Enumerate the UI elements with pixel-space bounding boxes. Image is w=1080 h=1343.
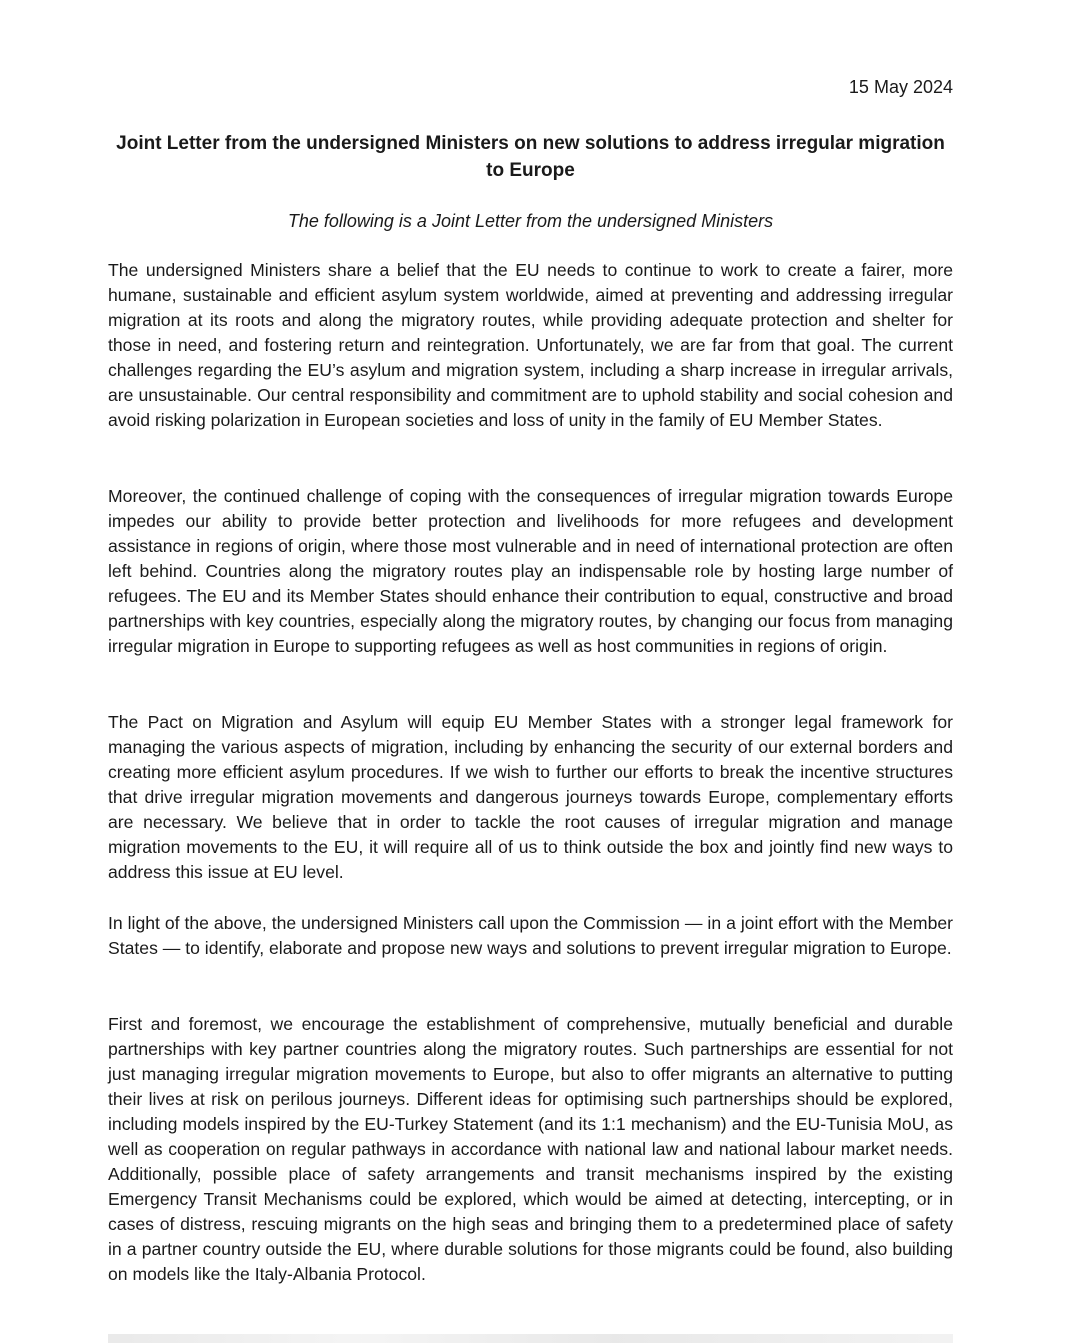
next-paragraph-cutoff [108,1334,953,1343]
letter-subtitle: The following is a Joint Letter from the undersigned Ministers [287,211,774,231]
letter-title: Joint Letter from the undersigned Ministers on new solutions to address irregular migration to Europe [116,133,945,181]
paragraph-2: Moreover, the continued challenge of coping with the consequences of irregular migration towards Europe impedes our ability to provide better protection and livelihoods for more refugees and development assistance in regions of origin, where those most vulnerable and in need of international protection are often left behind. Countries along the migratory routes play an indispensable role by hosting large number of refugees. The EU and its Member States should enhance their contribution to equal, constructive and broad partnerships with key countries, especially along the migratory routes, by changing our focus from managing irregular migration in Europe to supporting refugees as well as host communities in regions of origin. [108,486,953,656]
paragraph-4: In light of the above, the undersigned Ministers call upon the Commission — in a joint effort with the Member States — to identify, elaborate and propose new ways and solutions to prevent irregular migration to Europe. [108,913,953,958]
paragraph-1: The undersigned Ministers share a belief that the EU needs to continue to work to create a fairer, more humane, sustainable and efficient asylum system worldwide, aimed at preventing and addressing irregular migration at its roots and along the migratory routes, while providing adequate protection and shelter for those in need, and fostering return and reintegration. Unfortunately, we are far from that goal. The current challenges regarding the EU’s asylum and migration system, including a sharp increase in irregular arrivals, are unsustainable. Our central responsibility and commitment are to uphold stability and social cohesion and avoid risking polarization in European societies and loss of unity in the family of EU Member States. [108,260,953,430]
letter-date: 15 May 2024 [848,77,953,97]
paragraph-3: The Pact on Migration and Asylum will equip EU Member States with a stronger legal framework for managing the various aspects of migration, including by enhancing the security of our external borders and creating more efficient asylum procedures. If we wish to further our efforts to break the incentive structures that drive irregular migration movements and dangerous journeys towards Europe, complementary efforts are necessary. We believe that in order to tackle the root causes of irregular migration and manage migration movements to the EU, it will require all of us to think outside the box and jointly find new ways to address this issue at EU level. [108,712,953,882]
paragraph-5: First and foremost, we encourage the establishment of comprehensive, mutually beneficial and durable partnerships with key partner countries along the migratory routes. Such partnerships are essential for not just managing irregular migration movements to Europe, but also to offer migrants an alternative to putting their lives at risk on perilous journeys. Different ideas for optimising such partnerships should be explored, including models inspired by the EU-Turkey Statement (and its 1:1 mechanism) and the EU-Tunisia MoU, as well as cooperation on regular pathways in accordance with national law and national labour market needs. Additionally, possible place of safety arrangements and transit mechanisms inspired by the existing Emergency Transit Mechanisms could be explored, which would be aimed at detecting, intercepting, or in cases of distress, rescuing migrants on the high seas and bringing them to a predetermined place of safety in a partner country outside the EU, where durable solutions for those migrants could be found, also building on models like the Italy-Albania Protocol. [108,1014,953,1284]
